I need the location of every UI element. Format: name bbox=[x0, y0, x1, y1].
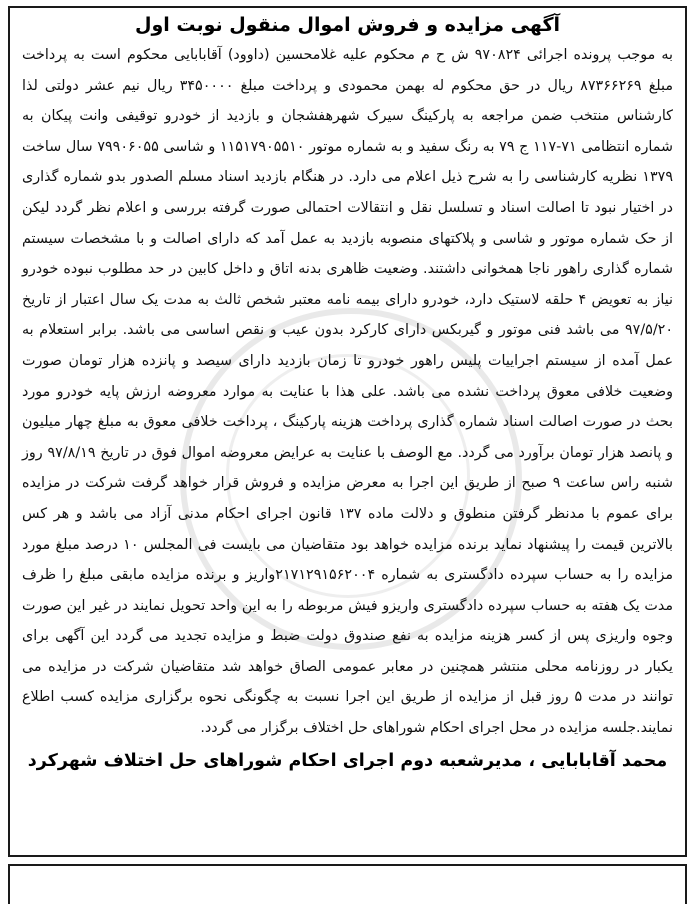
notice-signature: محمد آقابابایی ، مدیرشعبه دوم اجرای احکام شوراهای حل اختلاف شهرکرد bbox=[27, 750, 668, 771]
notice-body: به موجب پرونده اجرائی ۹۷۰۸۲۴ ش ح م محکوم علیه غلامحسین (داوود) آقابابایی محکوم است به پرداخت مبلغ ۸۷۳۶۶۲۶۹ ریال در حق محکوم له بهمن محمودی و پرداخت مبلغ ۳۴۵۰۰۰۰ ریال نیم عشر دولتی لذا کارشناس منتخب ضمن مراجعه به پارکینگ سیرک شهرهفشجان و بازدید از خودرو توقیفی وانت پیکان به شماره انتظامی ۷۱-۱۱۷ ج ۷۹ به رنگ سفید و به شماره موتور ۱۱۵۱۷۹۰۵۵۱۰ و شاسی ۷۹۹۰۶۰۵۵ سال ساخت ۱۳۷۹ نظریه کارشناسی را به شرح ذیل اعلام می دارد. در هنگام بازدید اسناد مسلم الصدور بدو شماره گذاری در اختیار نبود تا اصالت اسناد و تسلسل نقل و انتقالات احتمالی صورت گرفته بررسی و اعلام نظر گردد لیکن از حک شماره موتور و شاسی و پلاکتهای منصوبه بازدید به عمل آمد که دارای اصالت و با مشخصات سیستم شماره گذاری راهور ناجا همخوانی داشتند. وضعیت ظاهری بدنه اتاق و داخل کابین در حد مطلوب نبوده خودرو نیاز به تعویض ۴ حلقه لاستیک دارد، خودرو دارای بیمه نامه معتبر شخص ثالث به مدت یک سال اعتبار از تاریخ ۹۷/۵/۲۰ می باشد فنی موتور و گیربکس دارای کارکرد بدون عیب و نقص اساسی می باشد. برابر استعلام به عمل آمده از سیستم اجراییات پلیس راهور خودرو تا زمان بازدید دارای سیصد و پانزده هزار تومان صورت وضعیت خلافی معوق پرداخت نشده می باشد. علی هذا با عنایت به موارد معروضه ارزش پایه خودرو مورد بحث در صورت اصالت اسناد شماره گذاری پرداخت هزینه پارکینگ ، پرداخت خلافی معوق به مبلغ چهار میلیون و پانصد هزار تومان برآورد می گردد. مع الوصف با عنایت به عرایض معروضه اموال فوق در تاریخ ۹۷/۸/۱۹ روز شنبه راس ساعت ۹ صبح از طریق این اجرا به معرض مزایده و فروش قرار خواهد گرفت شرکت در مزایده برای عموم با مدنظر گرفتن منطوق و دلالت ماده ۱۳۷ قانون اجرای احکام مدنی آزاد می باشد و هر کس بالاترین قیمت را پیشنهاد نماید برنده مزایده خواهد بود متقاضیان می بایست فی المجلس ۱۰ درصد مبلغ مورد مزایده را به حساب سپرده دادگستری به شماره ۲۱۷۱۲۹۱۵۶۲۰۰۴واریز و برنده مزایده مابقی مبلغ را ظرف مدت یک هفته به حساب سپرده دادگستری واریزو فیش مربوطه را به این واحد تحویل نمایند در غیر این صورت وجوه واریزی پس از کسر هزینه مزایده به نفع صندوق دولت ضبط و مزایده تجدید می گردد این آگهی برای یکبار در روزنامه محلی منتشر همچنین در معابر عمومی الصاق خواهد شد متقاضیان شرکت در مزایده می توانند در مدت ۵ روز قبل از مزایده از طریق این اجرا نسبت به چگونگی نحوه برگزاری مزایده کسب اطلاع نمایند.جلسه مزایده در محل اجرای احکام شوراهای حل اختلاف برگزار می گردد. bbox=[22, 47, 674, 737]
next-notice-frame bbox=[8, 864, 687, 904]
auction-notice bbox=[8, 6, 687, 857]
notice-title: آگهی مزایده و فروش اموال منقول نوبت اول bbox=[134, 14, 561, 36]
